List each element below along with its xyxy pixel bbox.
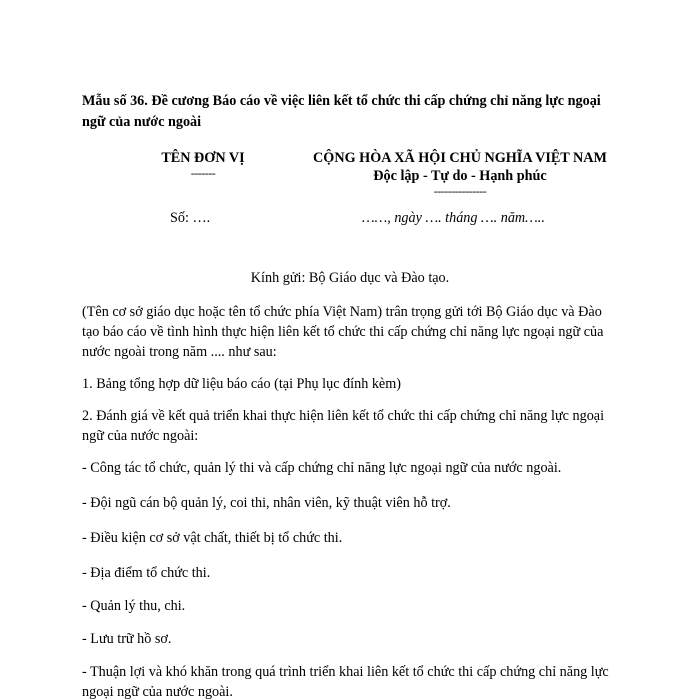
bullet-item: - Địa điểm tổ chức thi. [82, 565, 211, 581]
national-motto: Độc lập - Tự do - Hạnh phúc [373, 168, 547, 184]
form-title: Mẫu số 36. Đề cương Báo cáo về việc liên kết tổ chức thi cấp chứng chỉ năng lực ngoại ngữ của nước ngoài [82, 93, 601, 130]
section-item-2: 2. Đánh giá về kết quả triển khai thực hiện liên kết tổ chức thi cấp chứng chỉ năng lực ngoại ngữ của nước ngoài: [82, 408, 605, 444]
bullet-item: - Quản lý thu, chi. [82, 598, 186, 614]
country-name: CỘNG HÒA XÃ HỘI CHỦ NGHĨA VIỆT NAM [313, 150, 607, 166]
bullet-item: - Công tác tổ chức, quản lý thi và cấp chứng chỉ năng lực ngoại ngữ của nước ngoài. [82, 460, 562, 476]
org-name: TÊN ĐƠN VỊ [161, 150, 245, 166]
header-left-block [148, 149, 258, 179]
place-and-date: ……, ngày …. tháng …. năm….. [362, 210, 545, 226]
document-number: Số: …. [170, 210, 211, 226]
motto-underline: --------------- [433, 184, 487, 198]
bullet-item: - Thuận lợi và khó khăn trong quá trình triển khai liên kết tổ chức thi cấp chứng chỉ năng lực ngoại ngữ của nước ngoài. [82, 664, 609, 700]
org-name-underline: ------- [190, 166, 216, 180]
bullet-item: - Lưu trữ hồ sơ. [82, 631, 172, 647]
bullet-item: - Điều kiện cơ sở vật chất, thiết bị tổ chức thi. [82, 530, 343, 546]
bullet-item: - Đội ngũ cán bộ quản lý, coi thi, nhân viên, kỹ thuật viên hỗ trợ. [82, 495, 451, 511]
recipient-line: Kính gửi: Bộ Giáo dục và Đào tạo. [250, 270, 450, 286]
intro-paragraph: (Tên cơ sở giáo dục hoặc tên tổ chức phía Việt Nam) trân trọng gửi tới Bộ Giáo dục và Đào tạo báo cáo về tình hình thực hiện liên kết tổ chức thi cấp chứng chỉ năng lực ngoại ngữ của nước ngoài trong năm .... như sau: [82, 304, 604, 360]
header-right-block [300, 149, 620, 197]
section-item-1: 1. Bảng tổng hợp dữ liệu báo cáo (tại Phụ lục đính kèm) [82, 376, 401, 392]
